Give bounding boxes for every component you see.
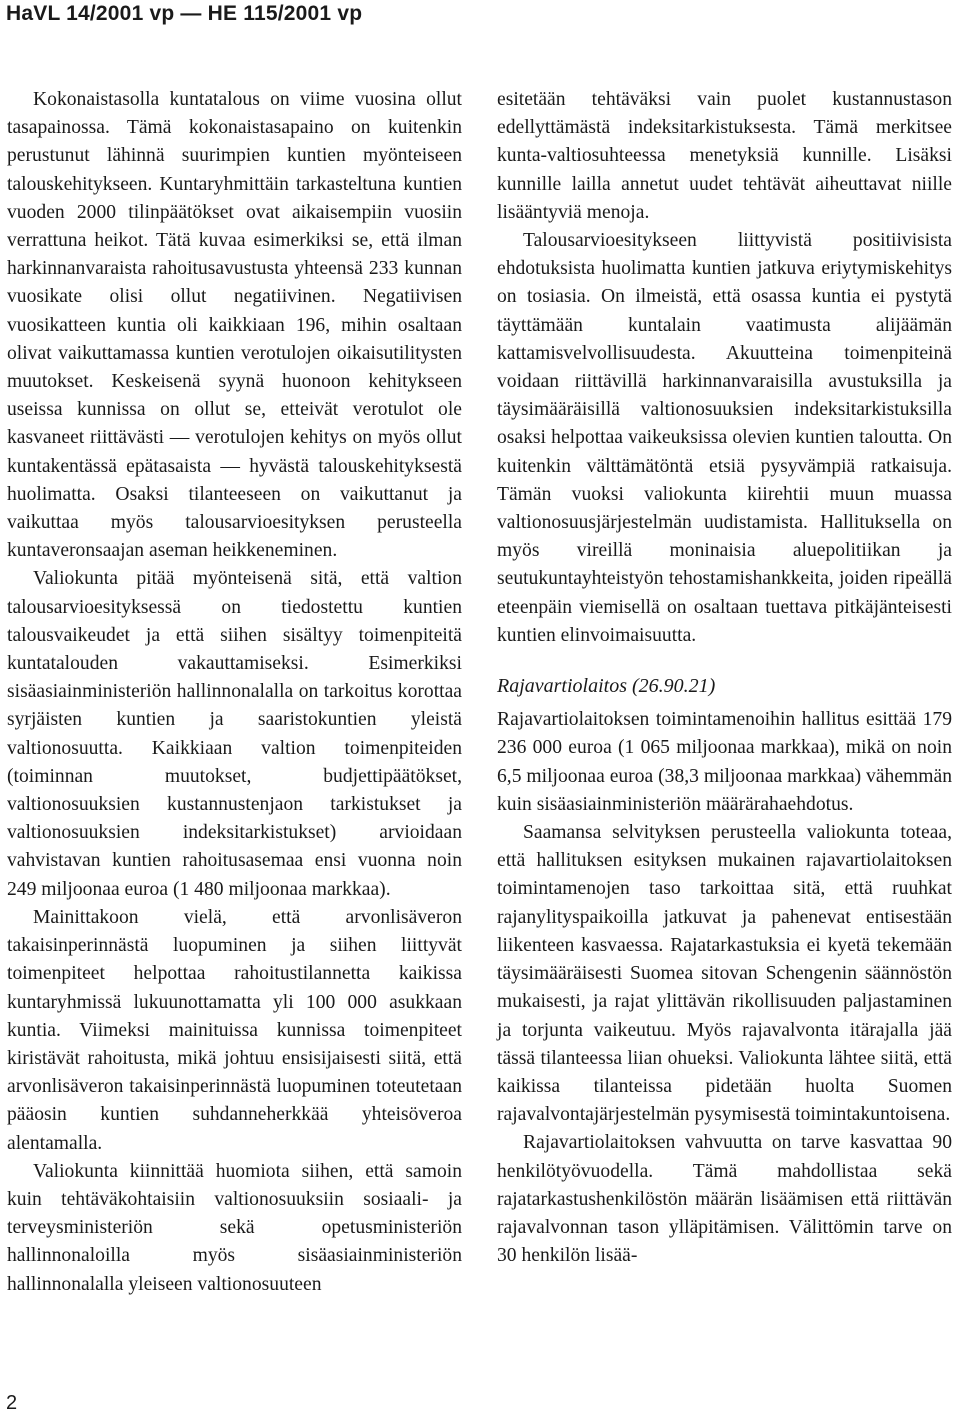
paragraph: Saamansa selvityksen perusteella valiokunta toteaa, että hallituksen esityksen mukainen rajavartiolaitoksen toimintamenojen taso tarkoittaa sitä, että ruuhkat rajanylityspaikoilla jatkuvat ja pahenevat entisestään liikenteen kasvaessa. Rajatarkastuksia ei kyetä tekemään täysimääräisesti Suomea sitovan Schengenin säännöstön mukaisesti, ja rajat ylittävän rikollisuuden paljastaminen ja torjunta vaikeutuu. Myös rajavalvonta itärajalla jää tässä tilanteessa liian ohueksi. Valiokunta lähtee siitä, että kaikissa tilanteissa pidetään huolta Suomen rajavalvontajärjestelmän pysymisestä toimintakuntoisena.: [497, 822, 952, 1126]
right-column: [497, 86, 952, 1270]
paragraph: Rajavartiolaitoksen vahvuutta on tarve kasvattaa 90 henkilötyövuodella. Tämä mahdollistaa sekä rajatarkastushenkilöstön määrän lisäämisen että riittävän rajavalvonnan tason ylläpitämisen. Välittömin tarve on 30 henkilön lisää-: [497, 1132, 952, 1267]
paragraph: Rajavartiolaitoksen toimintamenoihin hallitus esittää 179 236 000 euroa (1 065 miljoonaa markkaa), mikä on noin 6,5 miljoonaa euroa (38,3 miljoonaa markkaa) vähemmän kuin sisäasiainministeriön määrärahaehdotus.: [497, 709, 952, 815]
page-number: 2: [6, 1392, 18, 1414]
left-column: [7, 86, 462, 1299]
paragraph: Kokonaistasolla kuntatalous on viime vuosina ollut tasapainossa. Tämä kokonaistasapaino on kuitenkin perustunut lähinnä suurimpien kuntien myönteiseen talouskehitykseen. Kuntaryhmittäin tarkasteltuna kuntien vuoden 2000 tilinpäätökset ovat aikaisempiin vuosiin verrattuna heikot. Tätä kuvaa esimerkiksi se, että ilman harkinnanvaraista rahoitusavustusta yhteensä 233 kunnan vuosikate olisi ollut negatiivinen. Negatiivisen vuosikatteen kuntia oli kaikkiaan 196, mihin osaltaan olivat vaikuttamassa kuntien verotulojen oikaisutilitysten muutokset. Keskeisenä syynä huonoon kehitykseen useissa kunnissa on ollut se, etteivät verotulot ole kasvaneet riittävästi — verotulojen kehitys on myös ollut kuntakentässä epätasaista — hyvästä talouskehityksestä huolimatta. Osaksi tilanteeseen on vaikuttanut ja vaikuttaa myös talousarvioesityksen perusteella kuntaveronsaajan aseman heikkeneminen.: [7, 89, 462, 562]
running-header: HaVL 14/2001 vp — HE 115/2001 vp: [6, 2, 363, 25]
paragraph: Valiokunta pitää myönteisenä sitä, että valtion talousarvioesityksessä on tiedostettu kuntien talousvaikeudet ja että siihen sisältyy toimenpiteitä kuntatalouden vakauttamiseksi. Esimerkiksi sisäasiainministeriön hallinnonalalla on tarkoitus korottaa syrjäisten kuntien ja saaristokuntien yleistä valtionosuutta. Kaikkiaan valtion toimenpiteiden (toiminnan muutokset, budjettipäätökset, valtionosuuksien kustannustenjaon tarkistukset ja valtionosuuksien indeksitarkistukset) arvioidaan vahvistavan kuntien rahoitusasemaa ensi vuonna noin 249 miljoonaa euroa (1 480 miljoonaa markkaa).: [7, 568, 462, 900]
section-heading: Rajavartiolaitos (26.90.21): [497, 675, 716, 698]
paragraph: Mainittakoon vielä, että arvonlisäveron takaisinperinnästä luopuminen ja siihen liittyvät toimenpiteet helpottaa rahoitustilannetta kaikissa kuntaryhmissä lukuunottamatta yli 100 000 asukkaan kuntia. Viimeksi mainituissa kunnissa toimenpiteet kiristävät rahoitusta, mikä johtuu ensisijaisesti siitä, että arvonlisäveron takaisinperinnästä luopuminen toteutetaan pääosin kuntien suhdanneherkkää yhteisöveroa alentamalla.: [7, 906, 462, 1154]
paragraph-continued: esitetään tehtäväksi vain puolet kustannustason edellyttämästä indeksitarkistuksesta. Tämä merkitsee kunta-valtiosuhteessa menetyksiä kunnille. Lisäksi kunnille lailla annetut uudet tehtävät aiheuttavat niille lisääntyviä menoja.: [497, 89, 952, 223]
paragraph: Valiokunta kiinnittää huomiota siihen, että samoin kuin tehtäväkohtaisiin valtionosuuksiin sosiaali- ja terveysministeriön sekä opetusministeriön hallinnonaloilla myös sisäasiainministeriön hallinnonalalla yleiseen valtionosuuteen: [7, 1160, 462, 1295]
paragraph: Talousarvioesitykseen liittyvistä positiivisista ehdotuksista huolimatta kuntien jatkuva eriytymiskehitys on tosiasia. On ilmeistä, että osassa kuntia ei pystytä täyttämään kuntalain vaatimusta alijäämän kattamisvelvollisuudesta. Akuutteina toimenpiteinä voidaan riittävillä harkinnanvaraisilla avustuksilla ja täysimääräisillä valtionosuuksien indeksitarkistuksilla osaksi helpottaa vaikeuksissa olevien kuntien taloutta. On kuitenkin välttämätöntä etsiä pysyvämpiä ratkaisuja. Tämän vuoksi valiokunta kiirehtii muun muassa valtionosuusjärjestelmän uudistamista. Hallituksella on myös vireillä moninaisia aluepolitiikan ja seutukuntayhteistyön tehostamishankkeita, joiden ripeällä eteenpäin viemisellä on osaltaan tuettava pitkäjänteisesti kuntien elinvoimaisuutta.: [497, 230, 952, 646]
